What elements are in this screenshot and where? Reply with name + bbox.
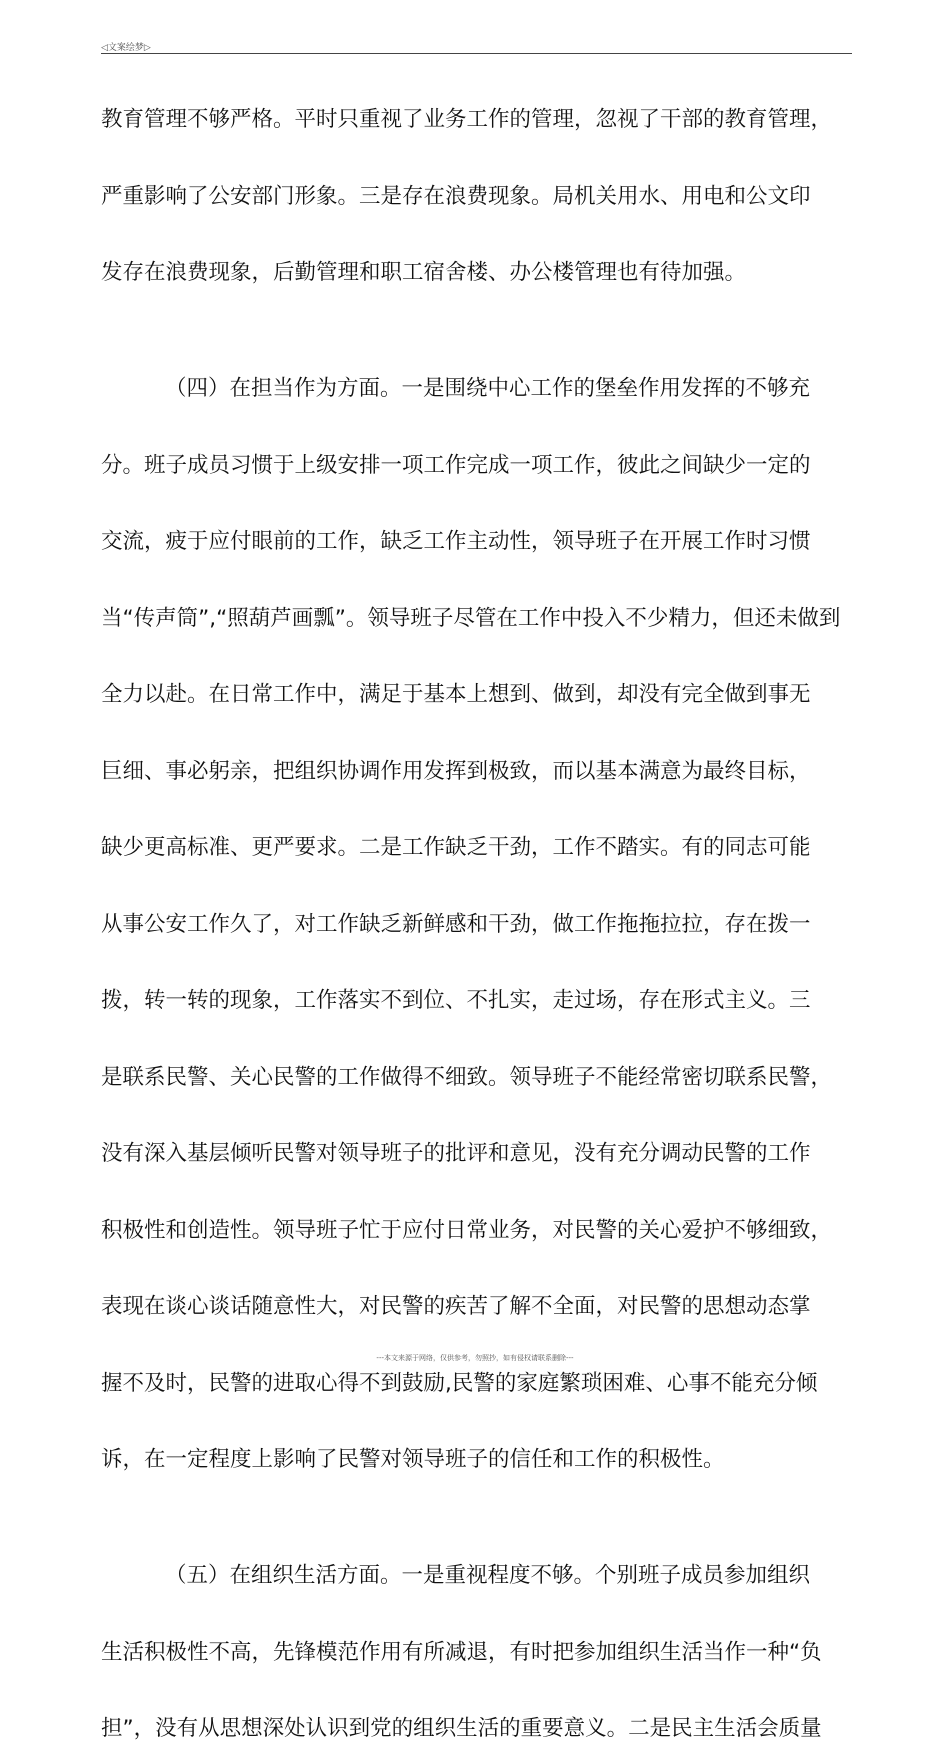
- text-line: 表现在谈心谈话随意性大，对民警的疾苦了解不全面，对民警的思想动态掌: [101, 1294, 811, 1319]
- paragraph: [101, 102, 861, 291]
- text-line: 握不及时，民警的进取心得不到鼓励,民警的家庭繁琐困难、心事不能充分倾: [101, 1370, 818, 1396]
- page-header-text: ◁文案绘梦▷: [101, 43, 151, 53]
- text-line: 没有深入基层倾听民警对领导班子的批评和意见，没有充分调动民警的工作: [101, 1141, 811, 1166]
- text-line: 积极性和创造性。领导班子忙于应付日常业务，对民警的关心爱护不够细致，: [101, 1217, 833, 1243]
- text-line: 生活积极性不高，先锋模范作用有所减退，有时把参加组织生活当作一种“负: [101, 1639, 822, 1665]
- text-line: 严重影响了公安部门形象。三是存在浪费现象。局机关用水、用电和公文印: [101, 183, 811, 209]
- header-divider: [101, 53, 852, 54]
- text-line: 教育管理不够严格。平时只重视了业务工作的管理，忽视了干部的教育管理，: [101, 107, 833, 132]
- page-footer-text: ---本文来源于网络，仅供参考，勿照抄，如有侵权请联系删除---: [376, 1354, 574, 1362]
- text-line: 拨，转一转的现象，工作落实不到位、不扎实，走过场，存在形式主义。三: [101, 988, 811, 1013]
- text-line: 巨细、事必躬亲，把组织协调作用发挥到极致，而以基本满意为最终目标，: [101, 758, 811, 784]
- text-line: 缺少更高标准、更严要求。二是工作缺乏干劲，工作不踏实。有的同志可能: [101, 835, 811, 860]
- paragraph: [101, 1558, 861, 1747]
- text-line: （五）在组织生活方面。一是重视程度不够。个别班子成员参加组织: [165, 1563, 811, 1588]
- text-line: 担”，没有从思想深处认识到党的组织生活的重要意义。二是民主生活会质量: [101, 1716, 822, 1741]
- text-line: 是联系民警、关心民警的工作做得不细致。领导班子不能经常密切联系民警，: [101, 1064, 833, 1090]
- text-line: 全力以赴。在日常工作中，满足于基本上想到、做到，却没有完全做到事无: [101, 682, 811, 707]
- text-line: 当“传声筒”,“照葫芦画瓢”。领导班子尽管在工作中投入不少精力，但还未做到: [101, 605, 841, 631]
- paragraph: [101, 371, 861, 1478]
- text-line: 发存在浪费现象，后勤管理和职工宿舍楼、办公楼管理也有待加强。: [101, 260, 747, 285]
- text-line: （四）在担当作为方面。一是围绕中心工作的堡垒作用发挥的不够充: [165, 376, 811, 401]
- text-line: 从事公安工作久了，对工作缺乏新鲜感和干劲，做工作拖拖拉拉，存在拨一: [101, 911, 811, 937]
- document-body: [101, 102, 861, 1747]
- text-line: 分。班子成员习惯于上级安排一项工作完成一项工作，彼此之间缺少一定的: [101, 452, 811, 478]
- text-line: 诉，在一定程度上影响了民警对领导班子的信任和工作的积极性。: [101, 1447, 725, 1472]
- text-line: 交流，疲于应付眼前的工作，缺乏工作主动性，领导班子在开展工作时习惯: [101, 529, 811, 554]
